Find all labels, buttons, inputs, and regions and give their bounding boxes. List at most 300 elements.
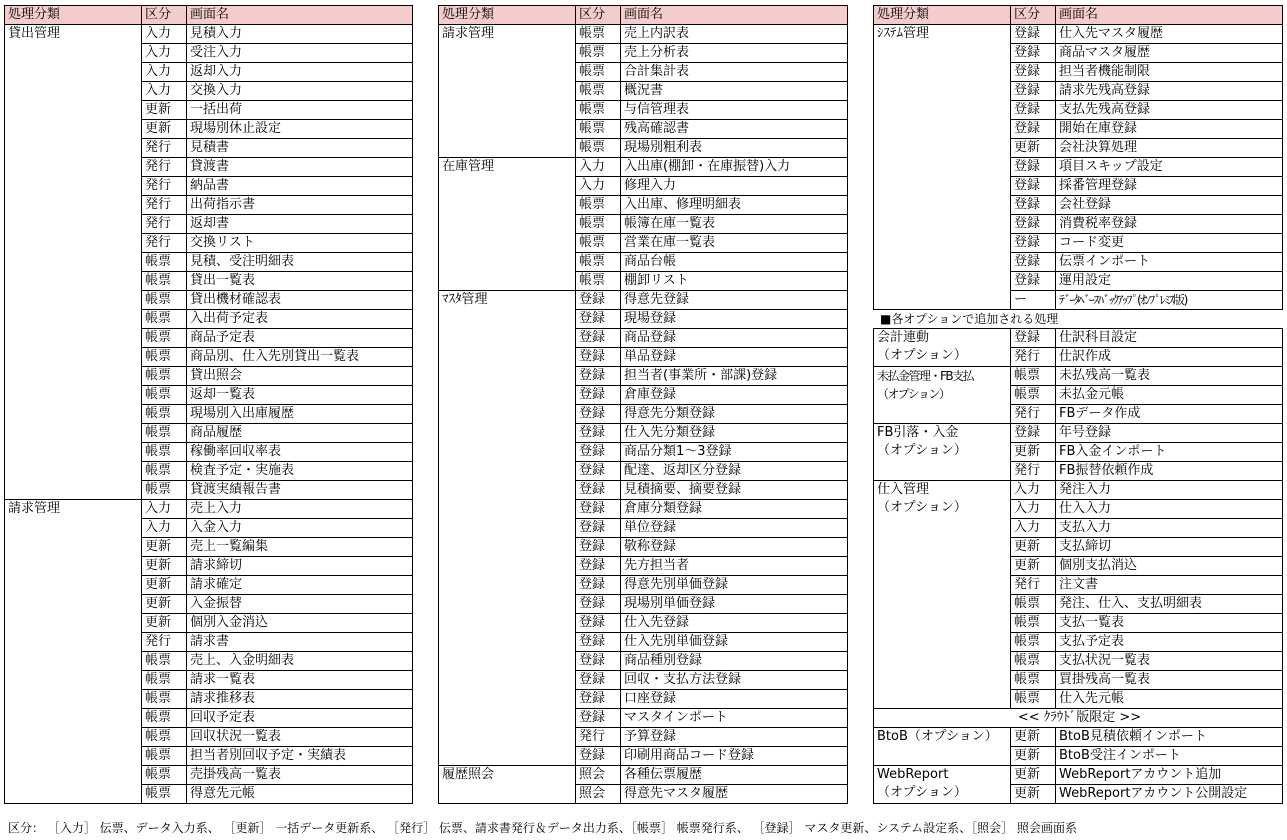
kubun-cell: 帳票 [576, 63, 621, 82]
screen-name-cell: 採番管理登録 [1056, 177, 1283, 196]
category-note: （オプション） [877, 387, 950, 401]
screen-name-cell: 売上内訳表 [621, 25, 848, 44]
screen-name-cell: 未払残高一覧表 [1056, 367, 1283, 386]
screen-name-cell: 売上分析表 [621, 44, 848, 63]
screen-name-cell: 先方担当者 [621, 557, 848, 576]
category-cell [874, 25, 1011, 310]
kubun-cell: 入力 [142, 25, 187, 44]
kubun-cell: 登録 [576, 310, 621, 329]
kubun-cell: 登録 [1011, 329, 1056, 348]
screen-name-cell: 請求推移表 [187, 690, 413, 709]
screen-name-cell: 交換入力 [187, 82, 413, 101]
screen-name-cell: 仕入先元帳 [1056, 690, 1283, 709]
screen-name-cell: 配達、返却区分登録 [621, 462, 848, 481]
kubun-cell: 更新 [1011, 139, 1056, 158]
table-row [439, 291, 848, 310]
kubun-cell: 入力 [142, 500, 187, 519]
screen-name-cell: 売上入力 [187, 500, 413, 519]
kubun-cell: 更新 [142, 538, 187, 557]
kubun-cell: 登録 [576, 557, 621, 576]
screen-name-cell: 得意先元帳 [187, 785, 413, 804]
screen-name-cell: 一括出荷 [187, 101, 413, 120]
kubun-cell: 発行 [142, 139, 187, 158]
header-row [5, 6, 413, 25]
screen-name-cell: 売掛残高一覧表 [187, 766, 413, 785]
kubun-cell: 帳票 [1011, 595, 1056, 614]
kubun-cell: 更新 [142, 557, 187, 576]
kubun-cell: 帳票 [142, 690, 187, 709]
kubun-cell: 発行 [1011, 576, 1056, 595]
kubun-cell: 更新 [1011, 785, 1056, 804]
screen-name-cell: 発注入力 [1056, 481, 1283, 500]
header-category: 処理分類 [5, 6, 142, 25]
table-row [439, 158, 848, 177]
screen-name-cell: 商品マスタ履歴 [1056, 44, 1283, 63]
kubun-cell: 帳票 [142, 310, 187, 329]
kubun-cell: 更新 [1011, 728, 1056, 747]
screen-name-cell: 貸渡書 [187, 158, 413, 177]
kubun-cell: 更新 [1011, 443, 1056, 462]
category-cell [874, 481, 1011, 709]
screen-name-cell: 見積、受注明細表 [187, 253, 413, 272]
kubun-cell: 入力 [576, 177, 621, 196]
kubun-cell: 入力 [142, 44, 187, 63]
kubun-cell: 登録 [576, 462, 621, 481]
kubun-cell: 帳票 [142, 671, 187, 690]
kubun-cell: ー [1011, 291, 1056, 310]
kubun-cell: 登録 [1011, 158, 1056, 177]
category-name: 仕入管理 [877, 482, 930, 497]
kubun-cell: 帳票 [576, 101, 621, 120]
screen-name-cell: 納品書 [187, 177, 413, 196]
header-screen: 画面名 [1056, 6, 1283, 25]
screen-name-cell: FB振替依頼作成 [1056, 462, 1283, 481]
screen-name-cell: 商品別、仕入先別貸出一覧表 [187, 348, 413, 367]
table-row [874, 766, 1283, 785]
screen-name-cell: 交換リスト [187, 234, 413, 253]
kubun-cell: 帳票 [1011, 690, 1056, 709]
process-table [873, 328, 1283, 804]
kubun-cell: 帳票 [1011, 652, 1056, 671]
screen-name-cell: 仕入入力 [1056, 500, 1283, 519]
screen-name-cell: 稼働率回収率表 [187, 443, 413, 462]
header-kubun: 区分 [576, 6, 621, 25]
screen-name-cell: BtoB受注インポート [1056, 747, 1283, 766]
kubun-cell: 発行 [1011, 348, 1056, 367]
screen-name-cell: 仕入先登録 [621, 614, 848, 633]
screen-name-cell: 項目スキップ設定 [1056, 158, 1283, 177]
kubun-cell: 発行 [142, 196, 187, 215]
screen-name-cell: 帳簿在庫一覧表 [621, 215, 848, 234]
screen-name-cell: 商品履歴 [187, 424, 413, 443]
kubun-cell: 発行 [1011, 405, 1056, 424]
process-table [438, 5, 848, 804]
kubun-cell: 登録 [1011, 196, 1056, 215]
screen-name-cell: 現場別入出庫履歴 [187, 405, 413, 424]
table-row [874, 367, 1283, 386]
screen-name-cell: BtoB見積依頼インポート [1056, 728, 1283, 747]
kubun-cell: 発行 [1011, 462, 1056, 481]
kubun-cell: 帳票 [1011, 633, 1056, 652]
screen-name-cell: 商品登録 [621, 329, 848, 348]
screen-name-cell: 支払一覧表 [1056, 614, 1283, 633]
screen-name-cell: 残高確認書 [621, 120, 848, 139]
screen-name-cell: 商品予定表 [187, 329, 413, 348]
screen-name-cell: 合計集計表 [621, 63, 848, 82]
kubun-cell: 登録 [1011, 44, 1056, 63]
screen-name-cell: 見積入力 [187, 25, 413, 44]
category-name: 在庫管理 [442, 159, 495, 174]
screen-name-cell: WebReportアカウント公開設定 [1056, 785, 1283, 804]
kubun-cell: 帳票 [576, 82, 621, 101]
screen-name-cell: 倉庫分類登録 [621, 500, 848, 519]
kubun-cell: 帳票 [142, 709, 187, 728]
kubun-cell: 帳票 [576, 25, 621, 44]
kubun-cell: 帳票 [142, 652, 187, 671]
kubun-cell: 帳票 [576, 196, 621, 215]
category-cell [874, 329, 1011, 367]
screen-name-cell: 請求締切 [187, 557, 413, 576]
category-name: 未払金管理・FB支払 [877, 369, 974, 383]
screen-name-cell: 現場別休止設定 [187, 120, 413, 139]
kubun-cell: 帳票 [142, 291, 187, 310]
kubun-cell: 登録 [576, 367, 621, 386]
kubun-cell: 入力 [576, 158, 621, 177]
screen-name-cell: 請求先残高登録 [1056, 82, 1283, 101]
kubun-cell: 登録 [576, 500, 621, 519]
kubun-cell: 帳票 [576, 44, 621, 63]
screen-name-cell: 出荷指示書 [187, 196, 413, 215]
kubun-cell: 帳票 [142, 785, 187, 804]
category-cell [874, 766, 1011, 804]
kubun-cell: 登録 [576, 443, 621, 462]
screen-name-cell: 商品台帳 [621, 253, 848, 272]
screen-name-cell: 売上、入金明細表 [187, 652, 413, 671]
kubun-cell: 更新 [142, 614, 187, 633]
screen-name-cell: 得意先マスタ履歴 [621, 785, 848, 804]
kubun-cell: 登録 [576, 348, 621, 367]
category-cell [874, 367, 1011, 424]
screen-name-cell: 運用設定 [1056, 272, 1283, 291]
kubun-cell: 帳票 [576, 215, 621, 234]
category-cell [5, 500, 142, 804]
screen-name-cell: 回収・支払方法登録 [621, 671, 848, 690]
screen-name-cell: 単品登録 [621, 348, 848, 367]
category-name: ﾏｽﾀ管理 [442, 292, 488, 307]
screen-name-cell: 概況書 [621, 82, 848, 101]
kubun-cell: 登録 [576, 329, 621, 348]
screen-name-cell: 貸出機材確認表 [187, 291, 413, 310]
screen-name-cell: 入出荷予定表 [187, 310, 413, 329]
cloud-only-label: << ｸﾗｳﾄﾞ版限定 >> [874, 709, 1283, 728]
process-table [873, 5, 1283, 310]
screen-name-cell: コード変更 [1056, 234, 1283, 253]
kubun-cell: 登録 [576, 481, 621, 500]
screen-name-cell: FB入金インポート [1056, 443, 1283, 462]
category-note: （オプション） [877, 443, 967, 458]
kubun-cell: 入力 [142, 63, 187, 82]
screen-name-cell: 伝票インポート [1056, 253, 1283, 272]
kubun-cell: 登録 [576, 595, 621, 614]
kubun-cell: 帳票 [142, 272, 187, 291]
table-row [5, 25, 413, 44]
screen-name-cell: 現場別単価登録 [621, 595, 848, 614]
kubun-cell: 登録 [576, 633, 621, 652]
kubun-cell: 帳票 [576, 120, 621, 139]
kubun-cell: 登録 [1011, 82, 1056, 101]
screen-name-cell: 見積摘要、摘要登録 [621, 481, 848, 500]
header-kubun: 区分 [142, 6, 187, 25]
table-row [874, 329, 1283, 348]
screen-name-cell: 入金振替 [187, 595, 413, 614]
category-note: （オプション） [877, 348, 967, 363]
screen-name-cell: 修理入力 [621, 177, 848, 196]
category-name: 履歴照会 [442, 767, 495, 782]
category-cell [439, 766, 576, 804]
screen-name-cell: 仕入先マスタ履歴 [1056, 25, 1283, 44]
kubun-cell: 帳票 [1011, 367, 1056, 386]
header-category: 処理分類 [874, 6, 1011, 25]
screen-name-cell: 回収状況一覧表 [187, 728, 413, 747]
screen-name-cell: 請求書 [187, 633, 413, 652]
screen-name-cell: 担当者機能制限 [1056, 63, 1283, 82]
screen-name-cell: 印刷用商品コード登録 [621, 747, 848, 766]
category-cell [439, 158, 576, 291]
kubun-cell: 発行 [142, 215, 187, 234]
category-name: ｼｽﾃﾑ管理 [877, 26, 930, 41]
kubun-cell: 帳票 [142, 348, 187, 367]
screen-name-cell: 棚卸リスト [621, 272, 848, 291]
category-cell [439, 291, 576, 766]
screen-name-cell: 会社決算処理 [1056, 139, 1283, 158]
screen-name-cell: 貸渡実績報告書 [187, 481, 413, 500]
screen-name-cell: 支払予定表 [1056, 633, 1283, 652]
cloud-row [874, 709, 1283, 728]
header-screen: 画面名 [187, 6, 413, 25]
kubun-cell: 帳票 [142, 462, 187, 481]
kubun-cell: 帳票 [142, 443, 187, 462]
screen-name-cell: 売上一覧編集 [187, 538, 413, 557]
table-row [439, 766, 848, 785]
screen-name-cell: マスタインポート [621, 709, 848, 728]
screen-name-cell: 回収予定表 [187, 709, 413, 728]
screen-name-cell: ﾃﾞｰﾀﾍﾞｰｽﾊﾞｯｸｱｯﾌﾟ(ｵﾝﾌﾟﾚﾐｽ版) [1056, 291, 1283, 310]
kubun-cell: 入力 [142, 82, 187, 101]
screen-name-cell: 返却入力 [187, 63, 413, 82]
kubun-cell: 帳票 [142, 481, 187, 500]
screen-name-cell: 発注、仕入、支払明細表 [1056, 595, 1283, 614]
kubun-cell: 登録 [1011, 177, 1056, 196]
category-cell [874, 424, 1011, 481]
screen-name-cell: 現場登録 [621, 310, 848, 329]
kubun-cell: 登録 [576, 614, 621, 633]
category-name: BtoB（オプション） [877, 729, 998, 744]
screen-name-cell: FBデータ作成 [1056, 405, 1283, 424]
screen-name-cell: 貸出一覧表 [187, 272, 413, 291]
screen-name-cell: 返却書 [187, 215, 413, 234]
kubun-cell: 登録 [576, 386, 621, 405]
category-name: FB引落・入金 [877, 425, 959, 440]
screen-name-cell: 営業在庫一覧表 [621, 234, 848, 253]
screen-name-cell: 請求一覧表 [187, 671, 413, 690]
screen-name-cell: 予算登録 [621, 728, 848, 747]
kubun-cell: 入力 [1011, 500, 1056, 519]
kubun-cell: 登録 [576, 671, 621, 690]
screen-name-cell: 支払入力 [1056, 519, 1283, 538]
kubun-cell: 登録 [576, 538, 621, 557]
kubun-cell: 帳票 [142, 329, 187, 348]
category-name: 会計連動 [877, 330, 930, 345]
screen-name-cell: 会社登録 [1056, 196, 1283, 215]
kubun-cell: 登録 [576, 576, 621, 595]
screen-name-cell: 商品分類1～3登録 [621, 443, 848, 462]
header-kubun: 区分 [1011, 6, 1056, 25]
category-name: 貸出管理 [8, 26, 61, 41]
screen-name-cell: 得意先分類登録 [621, 405, 848, 424]
screen-name-cell: 注文書 [1056, 576, 1283, 595]
screen-name-cell: 口座登録 [621, 690, 848, 709]
kubun-cell: 帳票 [576, 234, 621, 253]
kubun-cell: 発行 [142, 234, 187, 253]
category-cell [5, 25, 142, 500]
screen-name-cell: 受注入力 [187, 44, 413, 63]
kubun-cell: 登録 [576, 519, 621, 538]
screen-name-cell: 見積書 [187, 139, 413, 158]
screen-name-cell: 個別入金消込 [187, 614, 413, 633]
kubun-cell: 登録 [576, 405, 621, 424]
kubun-cell: 更新 [142, 576, 187, 595]
kubun-cell: 登録 [1011, 25, 1056, 44]
kubun-cell: 帳票 [142, 766, 187, 785]
table-row [874, 25, 1283, 44]
screen-name-cell: 年号登録 [1056, 424, 1283, 443]
kubun-cell: 入力 [1011, 519, 1056, 538]
category-note: （オプション） [877, 500, 967, 515]
screen-name-cell: 得意先登録 [621, 291, 848, 310]
kubun-cell: 登録 [576, 709, 621, 728]
kubun-cell: 帳票 [576, 253, 621, 272]
kubun-cell: 帳票 [576, 139, 621, 158]
category-name: 請求管理 [442, 26, 495, 41]
kubun-cell: 更新 [142, 101, 187, 120]
header-screen: 画面名 [621, 6, 848, 25]
kubun-cell: 登録 [1011, 234, 1056, 253]
kubun-cell: 更新 [1011, 557, 1056, 576]
kubun-cell: 登録 [576, 652, 621, 671]
kubun-cell: 帳票 [142, 747, 187, 766]
kubun-cell: 帳票 [142, 367, 187, 386]
process-table [4, 5, 413, 804]
kubun-cell: 登録 [1011, 63, 1056, 82]
kubun-cell: 発行 [576, 728, 621, 747]
screen-name-cell: 貸出照会 [187, 367, 413, 386]
kubun-cell: 帳票 [142, 386, 187, 405]
screen-name-cell: 支払先残高登録 [1056, 101, 1283, 120]
footer-note: 区分： ［入力］ 伝票、データ入力系、 ［更新］ 一括データ更新系、 ［発行］ 伝票、請求書発行＆データ出力系、［帳票］ 帳票発行系、 ［登録］ マスタ更新、システム設定系、［照会］ 照会画面系 [8, 821, 1077, 835]
screen-name-cell: 買掛残高一覧表 [1056, 671, 1283, 690]
kubun-cell: 帳票 [142, 424, 187, 443]
header-row [439, 6, 848, 25]
category-cell [874, 728, 1011, 766]
screen-name-cell: 仕訳科目設定 [1056, 329, 1283, 348]
kubun-cell: 更新 [1011, 766, 1056, 785]
category-name: WebReport [877, 767, 949, 782]
kubun-cell: 登録 [576, 424, 621, 443]
screen-name-cell: 個別支払消込 [1056, 557, 1283, 576]
screen-name-cell: WebReportアカウント追加 [1056, 766, 1283, 785]
kubun-cell: 登録 [576, 747, 621, 766]
kubun-cell: 発行 [142, 633, 187, 652]
category-cell [439, 25, 576, 158]
screen-name-cell: 請求確定 [187, 576, 413, 595]
screen-name-cell: 担当者別回収予定・実績表 [187, 747, 413, 766]
screen-name-cell: 入出庫、修理明細表 [621, 196, 848, 215]
screen-name-cell: 消費税率登録 [1056, 215, 1283, 234]
kubun-cell: 登録 [1011, 101, 1056, 120]
kubun-cell: 帳票 [1011, 386, 1056, 405]
kubun-cell: 入力 [142, 519, 187, 538]
header-row [874, 6, 1283, 25]
kubun-cell: 登録 [1011, 253, 1056, 272]
kubun-cell: 帳票 [1011, 671, 1056, 690]
screen-name-cell: 仕入先別単価登録 [621, 633, 848, 652]
screen-name-cell: 入出庫(棚卸・在庫振替)入力 [621, 158, 848, 177]
kubun-cell: 帳票 [142, 728, 187, 747]
table-row [874, 424, 1283, 443]
header-category: 処理分類 [439, 6, 576, 25]
table-row [874, 728, 1283, 747]
screen-name-cell: 得意先別単価登録 [621, 576, 848, 595]
screen-name-cell: 与信管理表 [621, 101, 848, 120]
kubun-cell: 登録 [1011, 272, 1056, 291]
screen-name-cell: 商品種別登録 [621, 652, 848, 671]
kubun-cell: 登録 [1011, 215, 1056, 234]
kubun-cell: 照会 [576, 785, 621, 804]
kubun-cell: 登録 [1011, 424, 1056, 443]
category-name: 請求管理 [8, 501, 61, 516]
kubun-cell: 更新 [1011, 538, 1056, 557]
table-row [439, 25, 848, 44]
screen-name-cell: 支払締切 [1056, 538, 1283, 557]
kubun-cell: 照会 [576, 766, 621, 785]
screen-name-cell: 単位登録 [621, 519, 848, 538]
screen-name-cell: 担当者(事業所・部課)登録 [621, 367, 848, 386]
kubun-cell: 発行 [142, 158, 187, 177]
screen-name-cell: 開始在庫登録 [1056, 120, 1283, 139]
kubun-cell: 帳票 [1011, 614, 1056, 633]
screen-name-cell: 検査予定・実施表 [187, 462, 413, 481]
screen-name-cell: 敬称登録 [621, 538, 848, 557]
screen-name-cell: 現場別粗利表 [621, 139, 848, 158]
kubun-cell: 帳票 [576, 272, 621, 291]
kubun-cell: 登録 [576, 690, 621, 709]
screen-name-cell: 入金入力 [187, 519, 413, 538]
kubun-cell: 入力 [1011, 481, 1056, 500]
kubun-cell: 発行 [142, 177, 187, 196]
kubun-cell: 更新 [142, 595, 187, 614]
kubun-cell: 更新 [1011, 747, 1056, 766]
kubun-cell: 更新 [142, 120, 187, 139]
kubun-cell: 登録 [1011, 120, 1056, 139]
screen-name-cell: 倉庫登録 [621, 386, 848, 405]
screen-name-cell: 仕入先分類登録 [621, 424, 848, 443]
screen-name-cell: 各種伝票履歴 [621, 766, 848, 785]
table-row [874, 481, 1283, 500]
kubun-cell: 帳票 [142, 405, 187, 424]
screen-name-cell: 未払金元帳 [1056, 386, 1283, 405]
table-row [5, 500, 413, 519]
screen-name-cell: 仕訳作成 [1056, 348, 1283, 367]
